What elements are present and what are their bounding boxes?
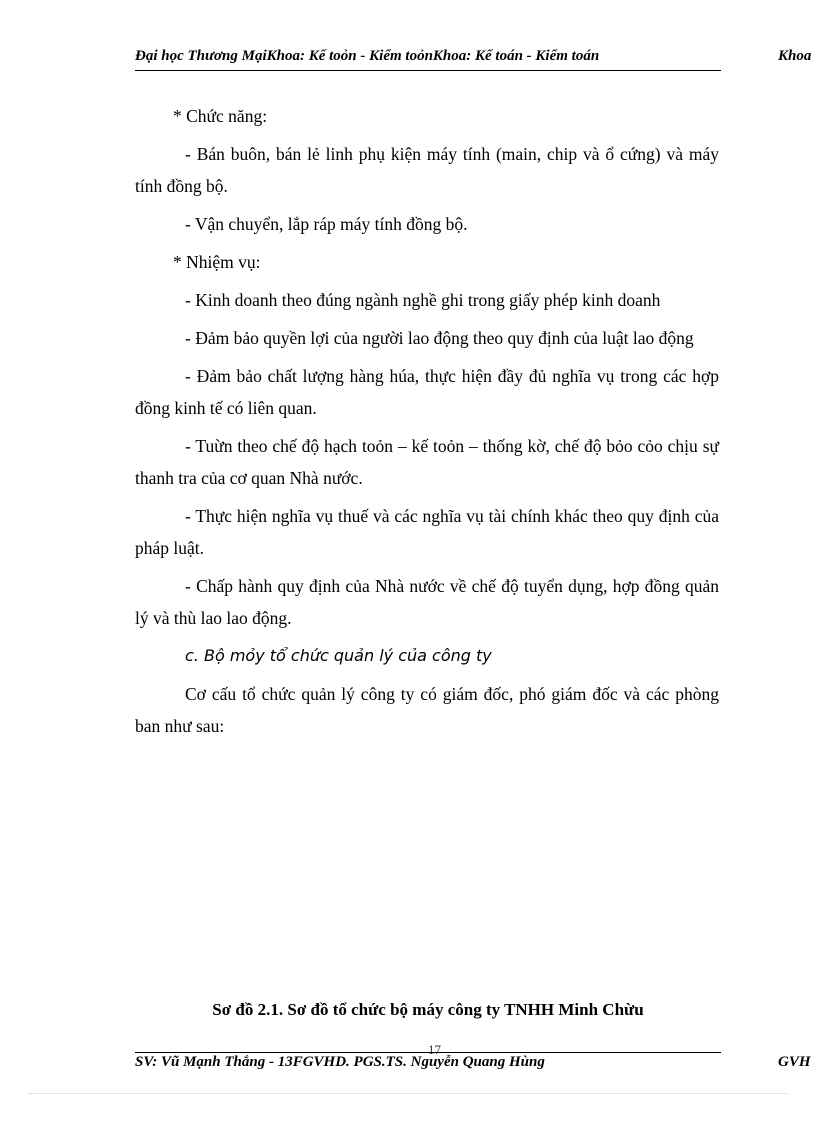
- paragraph-duty-5: - Thực hiện nghĩa vụ thuế và các nghĩa vụ tài chính khác theo quy định của pháp luật.: [135, 506, 719, 558]
- header-right-text: Khoa: [778, 48, 812, 64]
- heading-duties: * Nhiệm vụ:: [173, 252, 261, 272]
- body-text: [135, 100, 719, 742]
- paragraph-structure: Cơ cấu tổ chức quản lý công ty có giám đốc, phó giám đốc và các phòng ban như sau:: [135, 684, 719, 736]
- figure-caption: Sơ đồ 2.1. Sơ đồ tổ chức bộ máy công ty TNHH Minh Chừu: [212, 1000, 644, 1019]
- page-bottom-divider: [28, 1093, 788, 1094]
- footer-author: SV: Vũ Mạnh Thắng - 13FGVHD. PGS.TS. Nguyễn Quang Hùng: [135, 1054, 545, 1070]
- header-rule: [135, 70, 721, 71]
- paragraph-duty-3: - Đảm bảo chất lượng hàng húa, thực hiện đầy đủ nghĩa vụ trong các hợp đồng kinh tế có liên quan.: [135, 366, 719, 418]
- paragraph-duty-4: - Tuừn theo chế độ hạch toỏn – kế toỏn – thống kờ, chế độ bỏo cỏo chịu sự thanh tra của cơ quan Nhà nước.: [135, 436, 719, 488]
- paragraph-function-2: - Vận chuyển, lắp ráp máy tính đồng bộ.: [185, 214, 468, 234]
- footer-right-text: GVH: [778, 1054, 811, 1070]
- header-title: Đại học Thương MạiKhoa: Kế toỏn - Kiểm toỏnKhoa: Kế toán - Kiểm toán: [135, 48, 600, 64]
- paragraph-duty-6: - Chấp hành quy định của Nhà nước về chế độ tuyển dụng, hợp đồng quản lý và thù lao lao động.: [135, 576, 719, 628]
- paragraph-duty-2: - Đảm bảo quyền lợi của người lao động theo quy định của luật lao động: [185, 328, 694, 348]
- footer-rule: [135, 1052, 721, 1053]
- heading-functions: * Chức năng:: [173, 106, 268, 126]
- paragraph-duty-1: - Kinh doanh theo đúng ngành nghề ghi trong giấy phép kinh doanh: [185, 290, 661, 310]
- page-number: 17: [428, 1042, 441, 1057]
- paragraph-function-1: - Bán buôn, bán lẻ linh phụ kiện máy tính (main, chip và ổ cứng) và máy tính đồng bộ.: [135, 144, 719, 196]
- section-heading-c: c. Bộ mỏy tổ chức quản lý của công ty: [185, 646, 492, 665]
